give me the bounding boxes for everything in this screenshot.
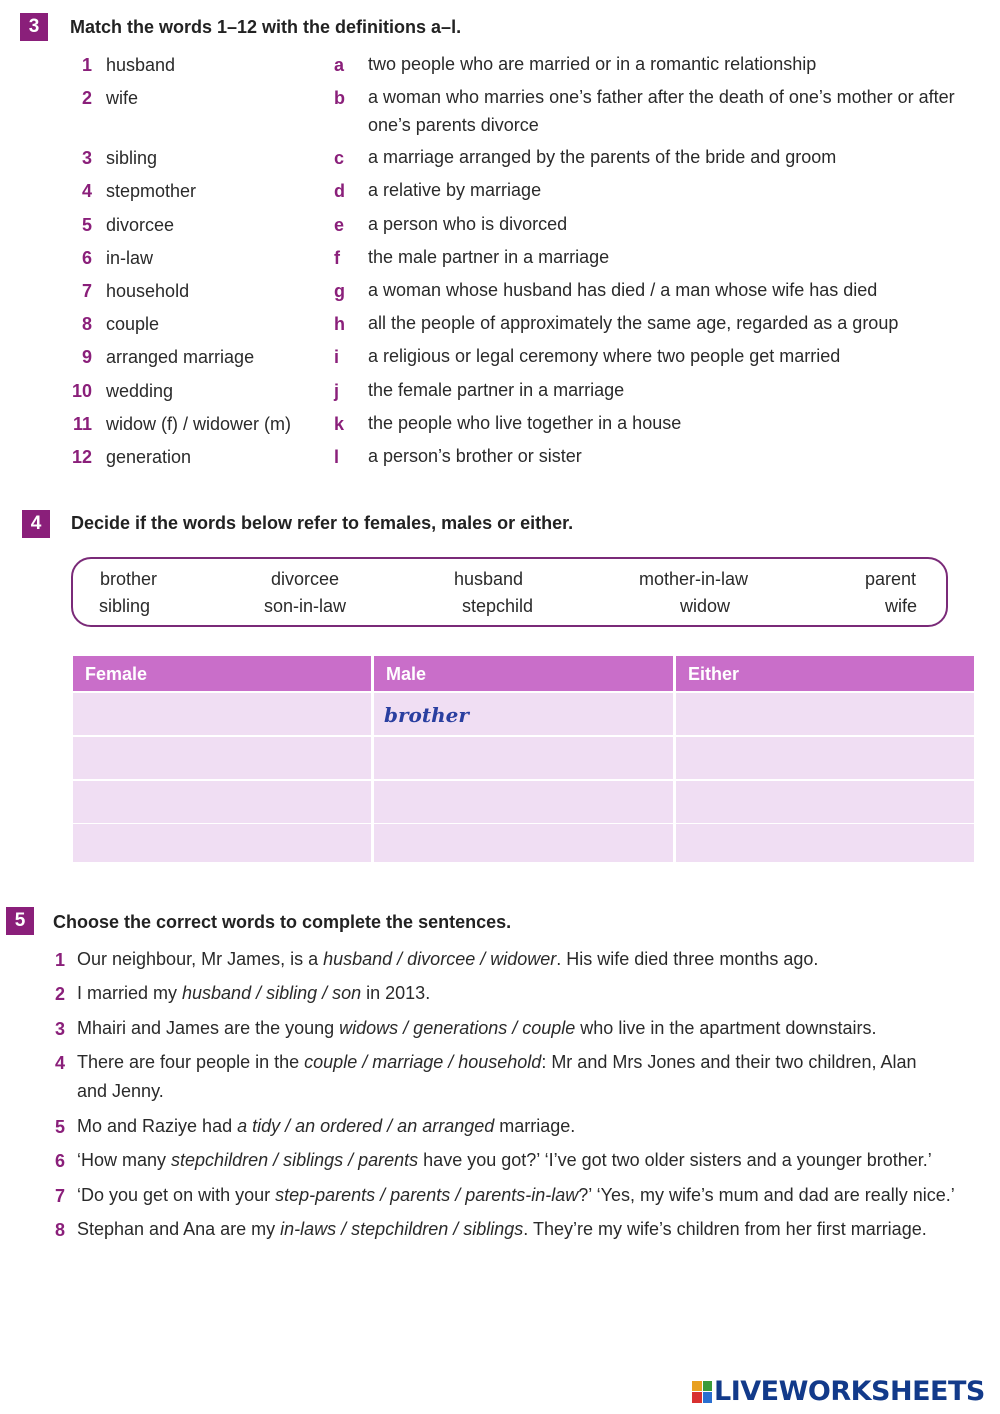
table-cell (676, 693, 974, 735)
word-number: 12 (71, 447, 92, 467)
word-text: wife (106, 88, 139, 108)
sentence-text (77, 1112, 997, 1141)
sentence-options: husband / sibling / son (182, 983, 362, 1003)
sentence-number: 2 (54, 984, 65, 1004)
word-number: 2 (81, 88, 92, 108)
sentence-end: . His wife died three months ago. (556, 949, 819, 969)
table-cell (374, 824, 673, 862)
word-text: sibling (106, 148, 158, 168)
word-text: in-law (106, 248, 154, 268)
sentence-end: have you got?’ ‘I’ve got two older sisters and a younger brother.’ (418, 1150, 932, 1170)
sentence-end: marriage. (494, 1116, 576, 1136)
table-cell (73, 693, 371, 735)
sentence-end: in 2013. (361, 983, 431, 1003)
definition-text: two people who are married or in a romantic relationship (368, 54, 817, 74)
sentence-start: There are four people in the (77, 1052, 305, 1072)
definition-text: the female partner in a marriage (368, 380, 625, 400)
definition-text: a woman who marries one’s father after the death of one’s mother or after one’s parents divorce (368, 87, 955, 135)
sentence-options: a tidy / an ordered / an arranged (237, 1116, 495, 1136)
sentence-number: 3 (54, 1019, 65, 1039)
definition-letter: j (334, 381, 340, 401)
definition-text: a religious or legal ceremony where two people get married (368, 346, 841, 366)
sentence-end: ?’ ‘Yes, my wife’s mum and dad are really nice.’ (578, 1185, 955, 1205)
word-text: couple (106, 314, 160, 334)
liveworksheets-logo (692, 1376, 985, 1407)
sentence-text (77, 979, 997, 1008)
sentence-options: stepchildren / siblings / parents (171, 1150, 419, 1170)
sentence-options: couple / marriage / household (304, 1052, 542, 1072)
word-number: 10 (71, 381, 92, 401)
table-cell (374, 781, 673, 823)
sentence-end: : Mr and Mrs Jones and their two children, Alan and Jenny. (77, 1052, 917, 1101)
table-cell (676, 824, 974, 862)
sentence-number: 6 (54, 1151, 65, 1171)
sentence-options: widows / generations / couple (339, 1018, 576, 1038)
word-text: widow (f) / widower (m) (106, 414, 292, 434)
word-number: 7 (81, 281, 92, 301)
definition-letter: d (334, 181, 345, 201)
definition-text: a person who is divorced (368, 214, 568, 234)
word-number: 11 (72, 414, 92, 434)
sentence-start: Our neighbour, Mr James, is a (77, 949, 324, 969)
table-cell (73, 781, 371, 823)
handwritten-answer: brother (374, 693, 673, 735)
definition-text: a marriage arranged by the parents of the bride and groom (368, 147, 837, 167)
sentence-options: in-laws / stepchildren / siblings (280, 1219, 524, 1239)
exercise-5-instruction: Choose the correct words to complete the sentences. (53, 912, 512, 932)
word-text: husband (106, 55, 176, 75)
sentence-start: Stephan and Ana are my (77, 1219, 281, 1239)
sentence-text (77, 1048, 937, 1106)
box-word: wife (885, 596, 918, 616)
table-cell (374, 737, 673, 779)
table-header-either: Either (676, 656, 974, 691)
definition-text: a woman whose husband has died / a man whose wife has died (368, 280, 878, 300)
exercise-4-instruction: Decide if the words below refer to females, males or either. (71, 513, 574, 533)
table-header-female: Female (73, 656, 371, 691)
sentence-number: 5 (54, 1117, 65, 1137)
word-number: 5 (81, 215, 92, 235)
logo-grid-icon (692, 1381, 712, 1403)
box-word: parent (865, 569, 917, 589)
sentence-start: Mhairi and James are the young (77, 1018, 340, 1038)
definition-text: the people who live together in a house (368, 413, 682, 433)
sentence-number: 1 (54, 950, 65, 970)
word-text: wedding (106, 381, 174, 401)
sentence-start: ‘Do you get on with your (77, 1185, 276, 1205)
word-text: household (106, 281, 190, 301)
sentence-start: ‘How many (77, 1150, 172, 1170)
definition-text: a relative by marriage (368, 180, 542, 200)
definition-letter: c (334, 148, 345, 168)
sentence-text (77, 1146, 997, 1175)
definition-text: all the people of approximately the same age, regarded as a group (368, 313, 899, 333)
table-header-male: Male (374, 656, 673, 691)
word-number: 4 (81, 181, 92, 201)
word-number: 1 (81, 55, 92, 75)
logo-text: LIVEWORKSHEETS (714, 1376, 985, 1407)
sentence-text (77, 1181, 997, 1210)
box-word: widow (680, 596, 731, 616)
word-number: 6 (81, 248, 92, 268)
sentence-text (77, 945, 997, 974)
table-cell (676, 737, 974, 779)
sentence-number: 7 (54, 1186, 65, 1206)
box-word: mother-in-law (639, 569, 749, 589)
definition-letter: b (334, 88, 345, 108)
word-text: divorcee (106, 215, 175, 235)
definition-letter: i (334, 347, 340, 367)
definition-letter: h (334, 314, 345, 334)
sentence-number: 4 (54, 1053, 65, 1073)
definition-letter: f (334, 248, 340, 268)
sentence-end: . They’re my wife’s children from her first marriage. (523, 1219, 927, 1239)
definition-letter: g (334, 281, 345, 301)
sentence-options: step-parents / parents / parents-in-law (275, 1185, 579, 1205)
definition-letter: e (334, 215, 345, 235)
definition-letter: k (334, 414, 345, 434)
definition-text: a person’s brother or sister (368, 446, 582, 466)
word-number: 9 (81, 347, 92, 367)
sentence-start: I married my (77, 983, 183, 1003)
exercise-5-number: 5 (6, 907, 34, 935)
exercise-4-number: 4 (22, 510, 50, 538)
table-cell (676, 781, 974, 823)
box-word: husband (454, 569, 524, 589)
box-word: brother (100, 569, 158, 589)
sentence-end: who live in the apartment downstairs. (575, 1018, 877, 1038)
word-text: arranged marriage (106, 347, 255, 367)
box-word: son-in-law (264, 596, 347, 616)
sentence-options: husband / divorcee / widower (323, 949, 557, 969)
exercise-3-instruction: Match the words 1–12 with the definitions a–l. (70, 17, 462, 37)
word-text: stepmother (106, 181, 197, 201)
exercise-3-number: 3 (20, 13, 48, 41)
word-text: generation (106, 447, 192, 467)
definition-text: the male partner in a marriage (368, 247, 610, 267)
definition-letter: a (334, 55, 345, 75)
sentence-number: 8 (54, 1220, 65, 1240)
word-number: 3 (81, 148, 92, 168)
table-cell (73, 824, 371, 862)
box-word: stepchild (462, 596, 534, 616)
sentence-text (77, 1215, 997, 1244)
definition-letter: l (334, 447, 340, 467)
table-cell (73, 737, 371, 779)
sentence-start: Mo and Raziye had (77, 1116, 238, 1136)
box-word: sibling (99, 596, 151, 616)
box-word: divorcee (271, 569, 340, 589)
word-number: 8 (81, 314, 92, 334)
sentence-text (77, 1014, 997, 1043)
